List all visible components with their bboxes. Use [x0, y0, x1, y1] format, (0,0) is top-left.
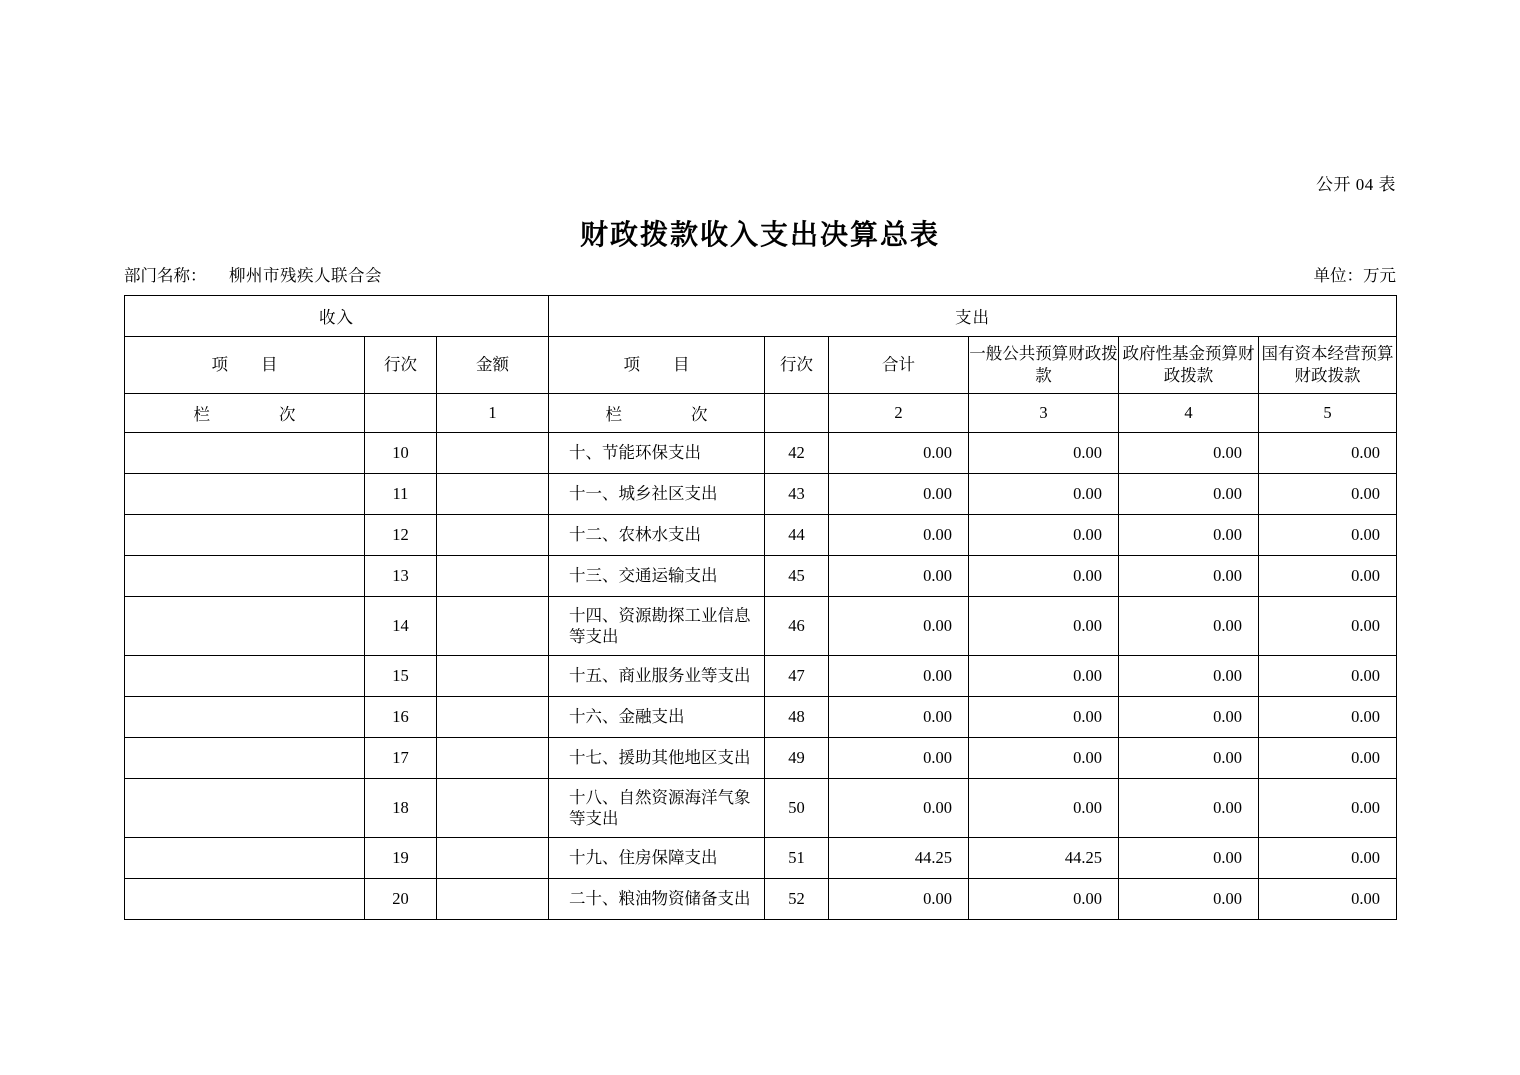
cell-income-line: 14 — [365, 597, 437, 656]
cell-income-line: 12 — [365, 515, 437, 556]
cell-expense-line: 44 — [765, 515, 829, 556]
table-header-column-numbers — [125, 394, 1397, 433]
cell-expense-item — [549, 838, 765, 879]
cell-expense-item — [549, 738, 765, 779]
cell-expense-fund: 0.00 — [1119, 656, 1259, 697]
cell-expense-total: 0.00 — [829, 656, 969, 697]
cell-expense-total: 0.00 — [829, 474, 969, 515]
cell-expense-capital: 0.00 — [1259, 656, 1397, 697]
table-row — [125, 738, 1397, 779]
cell-income-amount — [437, 556, 549, 597]
cell-expense-total: 0.00 — [829, 597, 969, 656]
cell-expense-total: 0.00 — [829, 515, 969, 556]
cell-expense-item-text: 二十、粮油物资储备支出 — [569, 889, 751, 909]
cell-expense-item-text: 十三、交通运输支出 — [569, 566, 718, 586]
cell-expense-item-text: 十二、农林水支出 — [569, 525, 701, 545]
cell-income-amount — [437, 474, 549, 515]
cell-expense-line: 45 — [765, 556, 829, 597]
cell-income-amount — [437, 738, 549, 779]
table-row — [125, 433, 1397, 474]
cell-income-amount — [437, 515, 549, 556]
cell-expense-line: 51 — [765, 838, 829, 879]
cell-income-item — [125, 656, 365, 697]
cell-expense-item — [549, 779, 765, 838]
table-row — [125, 597, 1397, 656]
header-expense-item: 项 目 — [549, 337, 765, 394]
header-col-1: 1 — [437, 394, 549, 433]
cell-expense-item — [549, 879, 765, 920]
cell-income-line: 13 — [365, 556, 437, 597]
cell-expense-fund: 0.00 — [1119, 697, 1259, 738]
cell-expense-capital: 0.00 — [1259, 738, 1397, 779]
cell-expense-general: 0.00 — [969, 879, 1119, 920]
header-col-5: 5 — [1259, 394, 1397, 433]
header-lan-income: 栏 次 — [193, 405, 308, 424]
cell-income-amount — [437, 879, 549, 920]
cell-expense-capital: 0.00 — [1259, 433, 1397, 474]
cell-expense-item-text: 十八、自然资源海洋气象等支出 — [569, 787, 751, 828]
table-header-sections — [125, 296, 1397, 337]
unit-label: 单位：万元 — [1313, 266, 1396, 285]
cell-income-item — [125, 879, 365, 920]
cell-expense-line: 49 — [765, 738, 829, 779]
cell-expense-total: 44.25 — [829, 838, 969, 879]
cell-expense-fund: 0.00 — [1119, 556, 1259, 597]
cell-income-line: 20 — [365, 879, 437, 920]
cell-income-amount — [437, 597, 549, 656]
table-row — [125, 656, 1397, 697]
header-income-line: 行次 — [365, 337, 437, 394]
cell-income-item — [125, 597, 365, 656]
cell-expense-general: 0.00 — [969, 656, 1119, 697]
budget-table — [124, 295, 1397, 920]
cell-expense-total: 0.00 — [829, 697, 969, 738]
cell-income-line: 11 — [365, 474, 437, 515]
cell-income-item — [125, 738, 365, 779]
header-expense-section: 支出 — [549, 296, 1397, 337]
cell-expense-line: 43 — [765, 474, 829, 515]
table-row — [125, 779, 1397, 838]
cell-income-line: 18 — [365, 779, 437, 838]
cell-expense-line: 46 — [765, 597, 829, 656]
cell-expense-line: 50 — [765, 779, 829, 838]
cell-expense-fund: 0.00 — [1119, 433, 1259, 474]
cell-expense-item — [549, 597, 765, 656]
header-income-amount: 金额 — [437, 337, 549, 394]
cell-expense-fund: 0.00 — [1119, 738, 1259, 779]
cell-expense-fund: 0.00 — [1119, 838, 1259, 879]
table-row — [125, 879, 1397, 920]
cell-expense-capital: 0.00 — [1259, 697, 1397, 738]
cell-expense-total: 0.00 — [829, 779, 969, 838]
header-expense-state-capital: 国有资本经营预算财政拨款 — [1259, 337, 1397, 394]
cell-expense-capital: 0.00 — [1259, 556, 1397, 597]
cell-expense-item-text: 十一、城乡社区支出 — [569, 484, 718, 504]
cell-expense-line: 47 — [765, 656, 829, 697]
page-title: 财政拨款收入支出决算总表 — [579, 220, 940, 251]
cell-expense-item-text: 十七、援助其他地区支出 — [569, 748, 751, 768]
cell-income-item — [125, 697, 365, 738]
cell-income-line: 10 — [365, 433, 437, 474]
cell-income-amount — [437, 779, 549, 838]
cell-expense-fund: 0.00 — [1119, 474, 1259, 515]
cell-income-line: 19 — [365, 838, 437, 879]
cell-expense-item — [549, 474, 765, 515]
header-expense-government-fund: 政府性基金预算财政拨款 — [1119, 337, 1259, 394]
cell-income-amount — [437, 656, 549, 697]
header-lan-income-line-blank — [365, 394, 437, 433]
header-expense-general-budget: 一般公共预算财政拨款 — [969, 337, 1119, 394]
cell-expense-item-text: 十六、金融支出 — [569, 707, 685, 727]
header-col-4: 4 — [1119, 394, 1259, 433]
cell-expense-item — [549, 697, 765, 738]
cell-expense-line: 42 — [765, 433, 829, 474]
cell-income-item — [125, 779, 365, 838]
cell-expense-capital: 0.00 — [1259, 474, 1397, 515]
cell-income-item — [125, 838, 365, 879]
header-lan-expense: 栏 次 — [605, 405, 720, 424]
department-name: 柳州市残疾人联合会 — [229, 266, 382, 285]
cell-expense-general: 0.00 — [969, 515, 1119, 556]
table-header-columns — [125, 337, 1397, 394]
cell-expense-capital: 0.00 — [1259, 838, 1397, 879]
cell-income-amount — [437, 433, 549, 474]
header-expense-total: 合计 — [829, 337, 969, 394]
cell-income-item — [125, 474, 365, 515]
cell-expense-general: 44.25 — [969, 838, 1119, 879]
department-label: 部门名称： — [124, 266, 207, 285]
cell-expense-general: 0.00 — [969, 556, 1119, 597]
cell-expense-line: 52 — [765, 879, 829, 920]
cell-expense-total: 0.00 — [829, 738, 969, 779]
header-income-item: 项 目 — [125, 337, 365, 394]
cell-income-item — [125, 515, 365, 556]
cell-expense-item — [549, 433, 765, 474]
form-code: 公开 04 表 — [1316, 175, 1396, 194]
cell-expense-item-text: 十四、资源勘探工业信息等支出 — [569, 605, 751, 646]
cell-expense-capital: 0.00 — [1259, 779, 1397, 838]
cell-expense-capital: 0.00 — [1259, 515, 1397, 556]
table-row — [125, 838, 1397, 879]
cell-expense-general: 0.00 — [969, 474, 1119, 515]
cell-expense-total: 0.00 — [829, 556, 969, 597]
cell-expense-item-text: 十九、住房保障支出 — [569, 848, 718, 868]
cell-expense-capital: 0.00 — [1259, 879, 1397, 920]
cell-income-line: 15 — [365, 656, 437, 697]
cell-expense-line: 48 — [765, 697, 829, 738]
table-row — [125, 556, 1397, 597]
table-row — [125, 697, 1397, 738]
header-income-section: 收入 — [125, 296, 549, 337]
cell-expense-total: 0.00 — [829, 433, 969, 474]
table-row — [125, 515, 1397, 556]
cell-expense-fund: 0.00 — [1119, 779, 1259, 838]
cell-income-amount — [437, 697, 549, 738]
cell-expense-general: 0.00 — [969, 779, 1119, 838]
cell-expense-item-text: 十五、商业服务业等支出 — [569, 666, 751, 686]
cell-income-item — [125, 556, 365, 597]
header-col-2: 2 — [829, 394, 969, 433]
header-lan-expense-line-blank — [765, 394, 829, 433]
cell-expense-general: 0.00 — [969, 697, 1119, 738]
cell-expense-capital: 0.00 — [1259, 597, 1397, 656]
cell-income-item — [125, 433, 365, 474]
cell-expense-general: 0.00 — [969, 597, 1119, 656]
cell-income-line: 17 — [365, 738, 437, 779]
cell-expense-general: 0.00 — [969, 738, 1119, 779]
cell-expense-fund: 0.00 — [1119, 515, 1259, 556]
meta-row — [124, 262, 1396, 286]
cell-expense-total: 0.00 — [829, 879, 969, 920]
cell-expense-item-text: 十、节能环保支出 — [569, 443, 701, 463]
cell-expense-general: 0.00 — [969, 433, 1119, 474]
cell-expense-item — [549, 656, 765, 697]
cell-income-line: 16 — [365, 697, 437, 738]
cell-expense-fund: 0.00 — [1119, 879, 1259, 920]
cell-income-amount — [437, 838, 549, 879]
cell-expense-fund: 0.00 — [1119, 597, 1259, 656]
header-col-3: 3 — [969, 394, 1119, 433]
table-row — [125, 474, 1397, 515]
header-expense-line: 行次 — [765, 337, 829, 394]
cell-expense-item — [549, 556, 765, 597]
cell-expense-item — [549, 515, 765, 556]
